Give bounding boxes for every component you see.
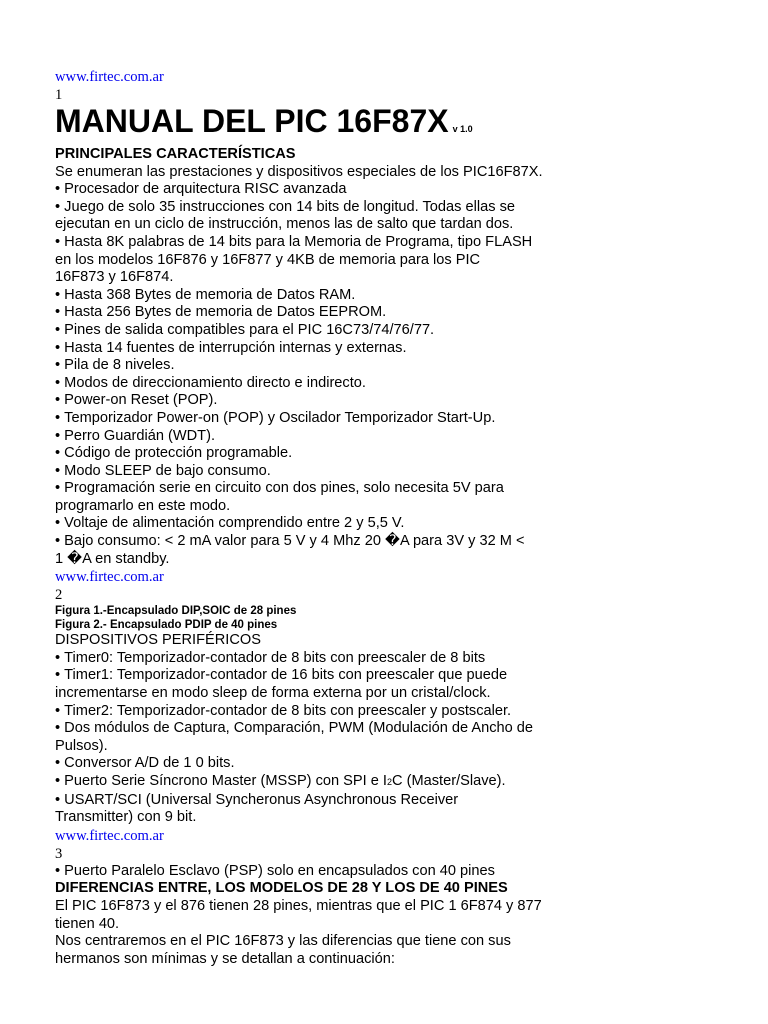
figure-caption: Figura 2.- Encapsulado PDIP de 40 pines <box>55 619 278 632</box>
mssp-text: Puerto Serie Síncrono Master (MSSP) con SPI e I <box>64 773 387 789</box>
list-item <box>55 340 745 358</box>
list-item-line: • Hasta 8K palabras de 14 bits para la Memoria de Programa, tipo FLASH <box>55 234 745 252</box>
peripherals-list <box>55 650 745 827</box>
list-item-line: • Temporizador Power-on (POP) y Oscilador Temporizador Start-Up. <box>55 410 745 428</box>
list-item-line: • Hasta 256 Bytes de memoria de Datos EEPROM. <box>55 304 745 322</box>
i2c-subscript: 2 <box>387 777 393 787</box>
document-page <box>55 68 745 968</box>
mssp-text: C (Master/Slave). <box>392 773 506 789</box>
figure-caption: Figura 1.-Encapsulado DIP,SOIC de 28 pines <box>55 605 297 618</box>
page-number: 2 <box>55 587 63 604</box>
list-item <box>55 773 745 792</box>
list-item <box>55 650 745 668</box>
list-item <box>55 720 745 755</box>
list-item-line: • Dos módulos de Captura, Comparación, PWM (Modulación de Ancho de <box>55 720 745 738</box>
list-item <box>55 287 745 305</box>
list-item <box>55 392 745 410</box>
list-item-line: • Programación serie en circuito con dos pines, solo necesita 5V para <box>55 480 745 498</box>
list-item-line: • Timer0: Temporizador-contador de 8 bits con preescaler de 8 bits <box>55 650 745 668</box>
list-item <box>55 533 745 568</box>
list-item-line: 1 �A en standby. <box>55 550 170 567</box>
list-item <box>55 357 745 375</box>
list-item <box>55 515 745 533</box>
list-item <box>55 480 745 515</box>
list-item <box>55 755 745 773</box>
page-number: 3 <box>55 845 63 862</box>
document-title <box>55 104 745 146</box>
list-item-line: • Código de protección programable. <box>55 445 745 463</box>
list-item <box>55 428 745 446</box>
list-item-line: • Voltaje de alimentación comprendido entre 2 y 5,5 V. <box>55 515 745 533</box>
list-item <box>55 234 745 287</box>
list-item-line: • Perro Guardián (WDT). <box>55 428 745 446</box>
list-item <box>55 463 745 481</box>
list-item-line: • Modo SLEEP de bajo consumo. <box>55 463 745 481</box>
site-link[interactable]: www.firtec.com.ar <box>55 569 164 586</box>
list-item <box>55 304 745 322</box>
list-item <box>55 703 745 721</box>
site-link[interactable]: www.firtec.com.ar <box>55 69 164 85</box>
paragraph-line: tienen 40. <box>55 915 120 932</box>
site-link[interactable]: www.firtec.com.ar <box>55 827 164 844</box>
list-item <box>55 667 745 702</box>
list-item-line: • Procesador de arquitectura RISC avanzada <box>55 181 745 199</box>
list-item-line: • Power-on Reset (POP). <box>55 392 745 410</box>
section-heading-features: PRINCIPALES CARACTERÍSTICAS <box>55 146 296 162</box>
list-item-line: • Modos de direccionamiento directo e indirecto. <box>55 375 745 393</box>
list-item-line: • Pines de salida compatibles para el PIC 16C73/74/76/77. <box>55 322 745 340</box>
list-item <box>55 445 745 463</box>
list-item: • Puerto Paralelo Esclavo (PSP) solo en encapsulados con 40 pines <box>55 863 745 881</box>
list-item-line: Pulsos). <box>55 737 108 754</box>
list-item-line: • Conversor A/D de 1 0 bits. <box>55 755 745 773</box>
intro-paragraph: Se enumeran las prestaciones y dispositivos especiales de los PIC16F87X. <box>55 163 543 180</box>
list-item <box>55 322 745 340</box>
list-item-line: • Hasta 368 Bytes de memoria de Datos RAM. <box>55 287 745 305</box>
version-label: v 1.0 <box>452 124 473 134</box>
section-heading-differences: DIFERENCIAS ENTRE, LOS MODELOS DE 28 Y LOS DE 40 PINES <box>55 880 508 897</box>
list-item <box>55 181 745 199</box>
paragraph-line: Nos centraremos en el PIC 16F873 y las diferencias que tiene con sus <box>55 933 511 950</box>
list-item <box>55 199 745 234</box>
features-list <box>55 181 745 568</box>
paragraph-line: El PIC 16F873 y el 876 tienen 28 pines, mientras que el PIC 1 6F874 y 877 <box>55 897 542 914</box>
list-item-line: • Juego de solo 35 instrucciones con 14 bits de longitud. Todas ellas se <box>55 199 745 217</box>
list-item <box>55 792 745 827</box>
list-item-line: ejecutan en un ciclo de instrucción, menos las de salto que tardan dos. <box>55 216 514 233</box>
title-text: MANUAL DEL PIC 16F87X <box>55 103 449 139</box>
paragraph-line: hermanos son mínimas y se detallan a continuación: <box>55 950 395 967</box>
list-item <box>55 375 745 393</box>
list-item-line: en los modelos 16F876 y 16F877 y 4KB de memoria para los PIC <box>55 251 481 268</box>
list-item-line: • Timer1: Temporizador-contador de 16 bits con preescaler que puede <box>55 667 745 685</box>
section-heading-peripherals: DISPOSITIVOS PERIFÉRICOS <box>55 632 261 649</box>
list-item-line: • Bajo consumo: < 2 mA valor para 5 V y 4 Mhz 20 �A para 3V y 32 M < <box>55 533 745 551</box>
list-item-line: 16F873 y 16F874. <box>55 269 174 286</box>
list-item-line: incrementarse en modo sleep de forma externa por un cristal/clock. <box>55 685 491 702</box>
list-item-line: Transmitter) con 9 bit. <box>55 809 197 826</box>
list-item <box>55 410 745 428</box>
list-item-line: • Hasta 14 fuentes de interrupción internas y externas. <box>55 340 745 358</box>
list-item-line: • Timer2: Temporizador-contador de 8 bits con preescaler y postscaler. <box>55 703 745 721</box>
list-item-line <box>55 773 745 792</box>
list-item-line: • Pila de 8 niveles. <box>55 357 745 375</box>
list-item-line: • USART/SCI (Universal Syncheronus Asynchronous Receiver <box>55 792 745 810</box>
list-item-line: programarlo en este modo. <box>55 497 231 514</box>
page-number: 1 <box>55 87 63 103</box>
